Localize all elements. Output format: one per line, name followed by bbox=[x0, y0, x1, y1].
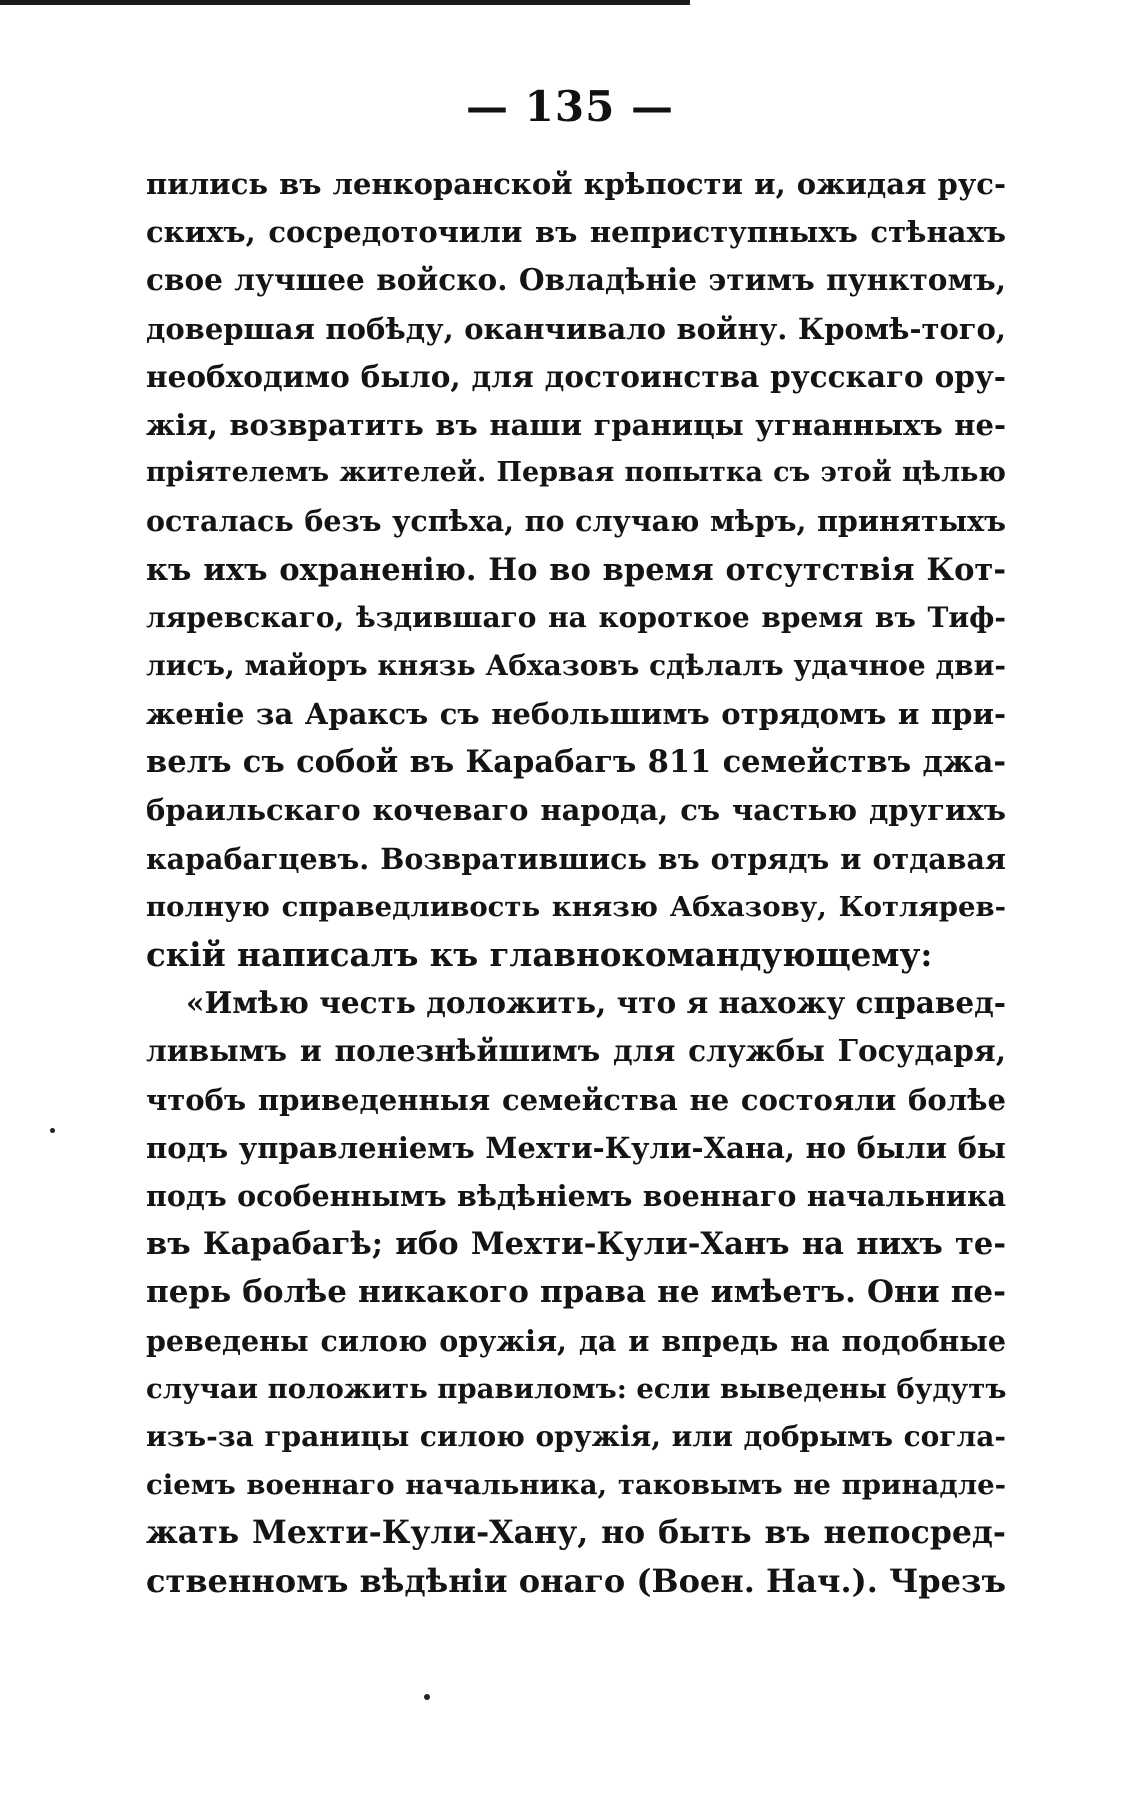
text-line: чтобъ приведенныя семейства не состояли болѣе bbox=[146, 1082, 1006, 1117]
stray-ink-dot bbox=[424, 1694, 430, 1700]
text-line: полную справедливость князю Абхазову, Котлярев- bbox=[146, 890, 1006, 923]
text-line: жать Мехти-Кули-Хану, но быть въ непосред- bbox=[146, 1514, 1006, 1552]
text-line: скихъ, сосредоточили въ неприступныхъ стѣнахъ bbox=[146, 215, 1006, 250]
text-line: изъ-за границы силою оружія, или добрымъ согла- bbox=[146, 1419, 1006, 1453]
stray-ink-dot bbox=[50, 1128, 55, 1133]
text-line: ляревскаго, ѣздившаго на короткое время въ Тиф- bbox=[146, 600, 1006, 634]
text-line: перь болѣе никакого права не имѣетъ. Они пе- bbox=[146, 1274, 1006, 1311]
text-line: въ Карабагѣ; ибо Мехти-Кули-Ханъ на нихъ те- bbox=[146, 1226, 1006, 1263]
text-line: подъ особеннымъ вѣдѣніемъ военнаго начальника bbox=[146, 1178, 1006, 1213]
text-line: довершая побѣду, оканчивало войну. Кромѣ-того, bbox=[146, 311, 1006, 346]
text-line: ственномъ вѣдѣніи онаго (Воен. Нач.). Чрезъ bbox=[146, 1562, 1006, 1601]
text-line: пились въ ленкоранской крѣпости и, ожидая рус- bbox=[146, 167, 1006, 201]
text-line: свое лучшее войско. Овладѣніе этимъ пунктомъ, bbox=[146, 262, 1006, 298]
text-line: ливымъ и полезнѣйшимъ для службы Государя, bbox=[146, 1033, 1006, 1069]
text-line: жія, возвратить въ наши границы угнанныхъ не- bbox=[146, 407, 1006, 442]
top-rule bbox=[0, 0, 690, 5]
text-line: лисъ, майоръ князь Абхазовъ сдѣлалъ удачное дви- bbox=[146, 648, 1006, 682]
text-line: браильскаго кочеваго народа, съ частью другихъ bbox=[146, 793, 1006, 828]
text-line: скій написалъ къ главнокомандующему: bbox=[146, 935, 933, 974]
text-line: необходимо было, для достоинства русскаго ору- bbox=[146, 358, 1006, 394]
text-line: къ ихъ охраненію. Но во время отсутствія Кот- bbox=[146, 551, 1006, 588]
text-line: подъ управленіемъ Мехти-Кули-Хана, но были бы bbox=[146, 1130, 1006, 1165]
text-line: «Имѣю честь доложить, что я нахожу справед- bbox=[186, 985, 1006, 1021]
text-line: осталась безъ успѣха, по случаю мѣръ, принятыхъ bbox=[146, 504, 1006, 539]
body-text bbox=[146, 160, 1006, 1606]
text-line: реведены силою оружія, да и впредь на подобные bbox=[146, 1323, 1006, 1358]
text-line: случаи положить правиломъ: если выведены будутъ bbox=[146, 1372, 1007, 1405]
text-line: женіе за Араксъ съ небольшимъ отрядомъ и при- bbox=[146, 697, 1006, 732]
text-line: сіемъ военнаго начальника, таковымъ не принадле- bbox=[146, 1469, 1006, 1502]
text-line: велъ съ собой въ Карабагъ 811 семействъ джа- bbox=[146, 744, 1006, 781]
text-line: пріятелемъ жителей. Первая попытка съ этой цѣлью bbox=[146, 457, 1006, 489]
page-number: — 135 — bbox=[466, 82, 674, 131]
text-line: карабагцевъ. Возвратившись въ отрядъ и отдавая bbox=[146, 841, 1006, 876]
